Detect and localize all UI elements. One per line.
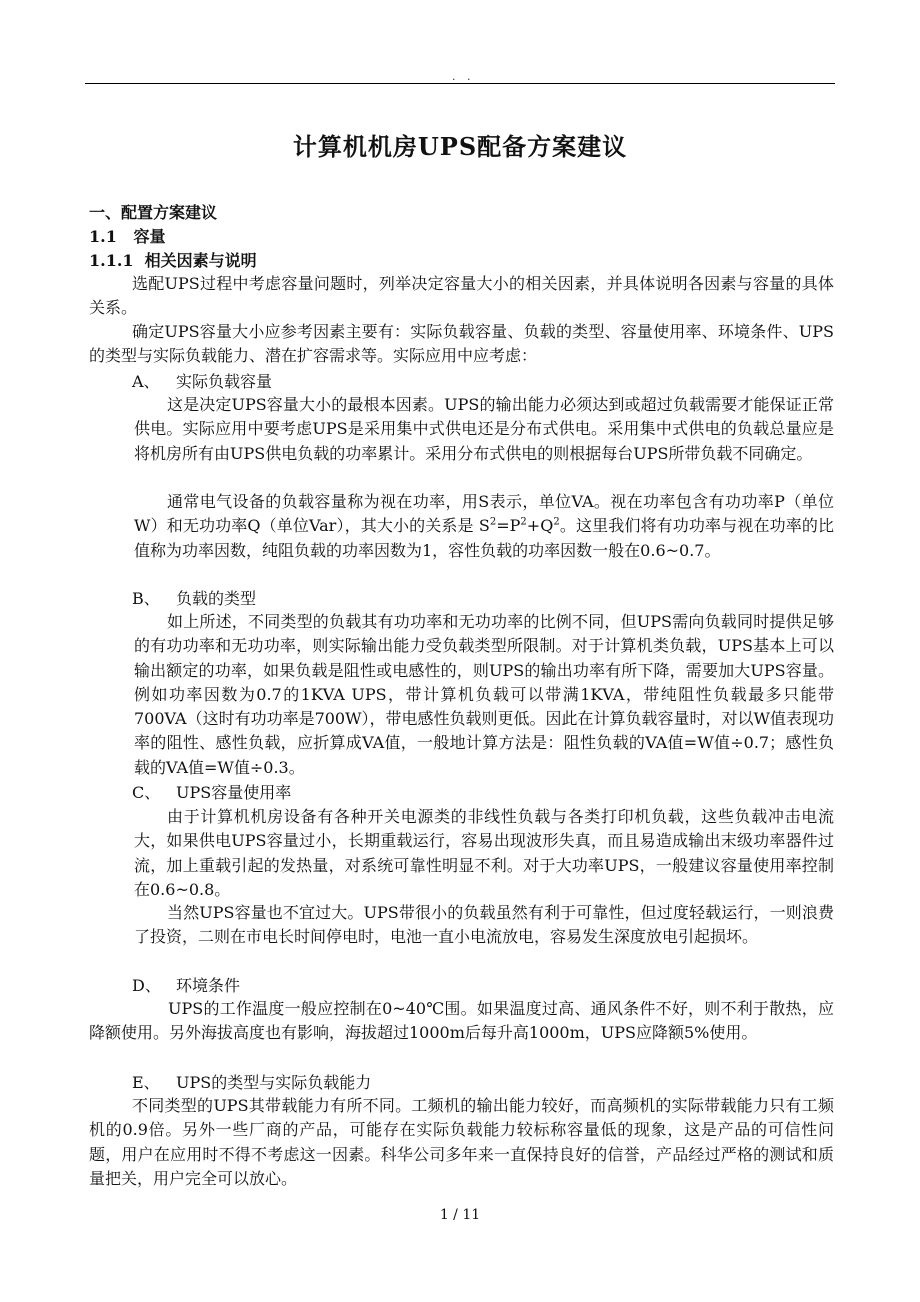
item-d-paragraph: UPS的工作温度一般应控制在0~40℃围。如果温度过高、通风条件不好，则不利于散热，应降额使用。另外海拔高度也有影响，海拔超过1000m后每升高1000m，UPS应降额5%使用。 [89, 999, 834, 1043]
page-number: 1 / 11 [439, 1207, 481, 1223]
intro-paragraph-1: 选配UPS过程中考虑容量问题时，列举决定容量大小的相关因素，并具体说明各因素与容量的具体关系。 [89, 274, 834, 318]
item-c-title: UPS容量使用率 [176, 783, 292, 802]
item-c-paragraph-1: 由于计算机机房设备有各种开关电源类的非线性负载与各类打印机负载，这些负载冲击电流大，如果供电UPS容量过小，长期重载运行，容易出现波形失真，而且易造成输出末级功率器件过流，加上重载引起的发热量，对系统可靠性明显不利。对于大功率UPS，一般建议容量使用率控制在0.6~0.8。 [134, 807, 834, 899]
header-rule [85, 83, 835, 84]
intro-paragraph-2: 确定UPS容量大小应参考因素主要有：实际负载容量、负载的类型、容量使用率、环境条件、UPS的类型与实际负载能力、潜在扩容需求等。实际应用中应考虑： [89, 322, 834, 366]
item-d-title: 环境条件 [176, 976, 241, 995]
item-e [132, 1070, 371, 1093]
item-b-title: 负载的类型 [176, 589, 257, 608]
item-d-label: D、 [132, 976, 161, 995]
item-a-label: A、 [132, 372, 160, 391]
item-d [132, 973, 240, 996]
item-a-title: 实际负载容量 [176, 372, 273, 391]
item-c [132, 780, 291, 803]
item-e-paragraph: 不同类型的UPS其带载能力有所不同。工频机的输出能力较好，而高频机的实际带载能力只有工频机的0.9倍。另外一些厂商的产品，可能存在实际负载能力较标称容量低的现象，这是产品的可信性问题，用户在应用时不得不考虑这一因素。科华公司多年来一直保持良好的信誉，产品经过严格的测试和质量把关，用户完全可以放心。 [89, 1096, 834, 1188]
item-b-label: B、 [132, 589, 160, 608]
section-heading-1-1: 1.1 容量 [89, 227, 166, 246]
item-b [132, 586, 256, 609]
document-title: 计算机机房UPS配备方案建议 [292, 132, 628, 161]
section-heading-1-1-1: 1.1.1 相关因素与说明 [89, 251, 257, 270]
item-a-paragraph-2: 通常电气设备的负载容量称为视在功率，用S表示，单位VA。视在功率包含有功功率P（单位W）和无功功率Q（单位Var），其大小的关系是 $S^2=P^2+Q^2$。这里我们将有功功率与视在功率的比值称为功率因数，纯阻负载的功率因数为1，容性负载的功率因数一般在0.6~0.7。 [134, 492, 834, 560]
section-heading-1: 一、配置方案建议 [89, 203, 218, 222]
item-a [132, 369, 272, 392]
item-e-title: UPS的类型与实际负载能力 [176, 1073, 372, 1092]
item-c-label: C、 [132, 783, 161, 802]
item-e-label: E、 [132, 1073, 160, 1092]
item-b-paragraph: 如上所述，不同类型的负载其有功功率和无功功率的比例不同，但UPS需向负载同时提供足够的有功功率和无功功率，则实际输出能力受负载类型所限制。对于计算机类负载，UPS基本上可以输出额定的功率，如果负载是阻性或电感性的，则UPS的输出功率有所下降，需要加大UPS容量。例如功率因数为0.7的1KVA UPS，带计算机负载可以带满1KVA，带纯阻性负载最多只能带700VA（这时有功功率是700W），带电感性负载则更低。因此在计算负载容量时，对以W值表现功率的阻性、感性负载，应折算成VA值，一般地计算方法是：阻性负载的VA值=W值÷0.7；感性负载的VA值=W值÷0.3。 [134, 612, 834, 777]
header-mark: . . [452, 70, 475, 83]
item-c-paragraph-2: 当然UPS容量也不宜过大。UPS带很小的负载虽然有利于可靠性，但过度轻载运行，一则浪费了投资，二则在市电长时间停电时，电池一直小电流放电，容易发生深度放电引起损坏。 [134, 903, 834, 947]
item-a-paragraph-1: 这是决定UPS容量大小的最根本因素。UPS的输出能力必须达到或超过负载需要才能保证正常供电。实际应用中要考虑UPS是采用集中式供电还是分布式供电。采用集中式供电的负载总量应是将机房所有由UPS供电负载的功率累计。采用分布式供电的则根据每台UPS所带负载不同确定。 [134, 395, 834, 463]
